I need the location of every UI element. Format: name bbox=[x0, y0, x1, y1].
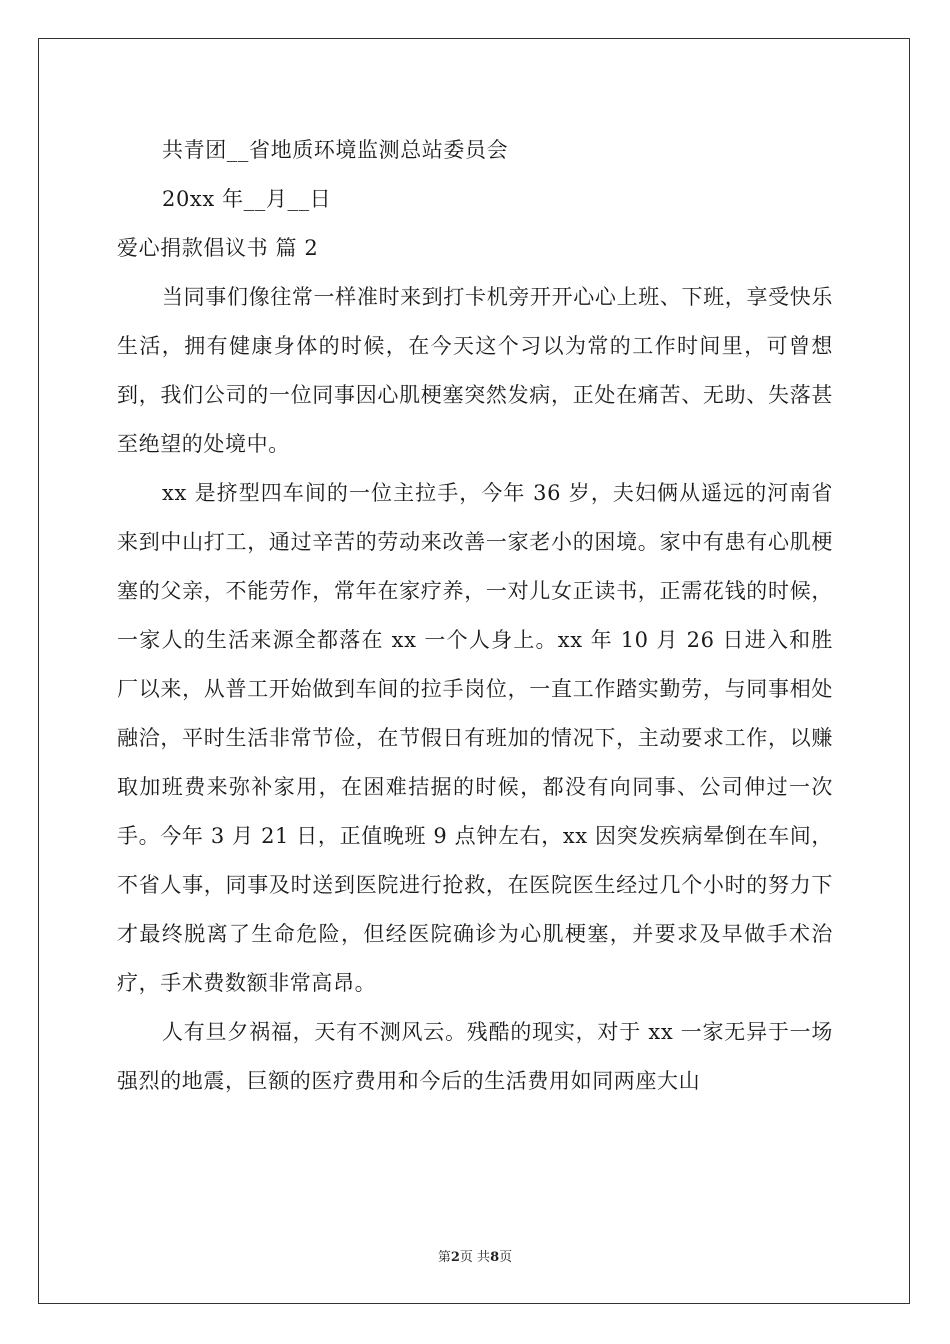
paragraph-1: 当同事们像往常一样准时来到打卡机旁开开心心上班、下班，享受快乐生活，拥有健康身体的时候，在今天这个习以为常的工作时间里，可曾想到，我们公司的一位同事因心肌梗塞突然发病，正处在痛苦、无助、失落甚至绝望的处境中。 bbox=[117, 285, 833, 456]
paragraph-3: 人有旦夕祸福，天有不测风云。残酷的现实，对于 xx 一家无异于一场强烈的地震，巨额的医疗费用和今后的生活费用如同两座大山 bbox=[117, 1020, 833, 1093]
page-footer bbox=[0, 1246, 950, 1265]
page-mid: 页 共 bbox=[459, 1250, 491, 1265]
signature-date: 20xx 年__月__日 bbox=[162, 187, 332, 211]
page-total: 8 bbox=[490, 1250, 500, 1265]
page-suffix: 页 bbox=[499, 1250, 513, 1265]
document-body bbox=[117, 126, 833, 1106]
page-current: 2 bbox=[450, 1250, 460, 1265]
page-prefix: 第 bbox=[437, 1250, 451, 1265]
section-title: 爱心捐款倡议书 篇 2 bbox=[117, 236, 319, 260]
signature-org: 共青团__省地质环境监测总站委员会 bbox=[162, 138, 509, 162]
paragraph-2: xx 是挤型四车间的一位主拉手，今年 36 岁，夫妇俩从遥远的河南省来到中山打工，通过辛苦的劳动来改善一家老小的困境。家中有患有心肌梗塞的父亲，不能劳作，常年在家疗养，一对儿女正读书，正需花钱的时候，一家人的生活来源全都落在 xx 一个人身上。xx 年 10 月 26 日进入和胜厂以来，从普工开始做到车间的拉手岗位，一直工作踏实勤劳，与同事相处融洽，平时生活非常节俭，在节假日有班加的情况下，主动要求工作，以赚取加班费来弥补家用，在困难拮据的时候，都没有向同事、公司伸过一次手。今年 3 月 21 日，正值晚班 9 点钟左右，xx 因突发疾病晕倒在车间，不省人事，同事及时送到医院进行抢救，在医院医生经过几个小时的努力下才最终脱离了生命危险，但经医院确诊为心肌梗塞，并要求及早做手术治疗，手术费数额非常高昂。 bbox=[117, 481, 833, 995]
